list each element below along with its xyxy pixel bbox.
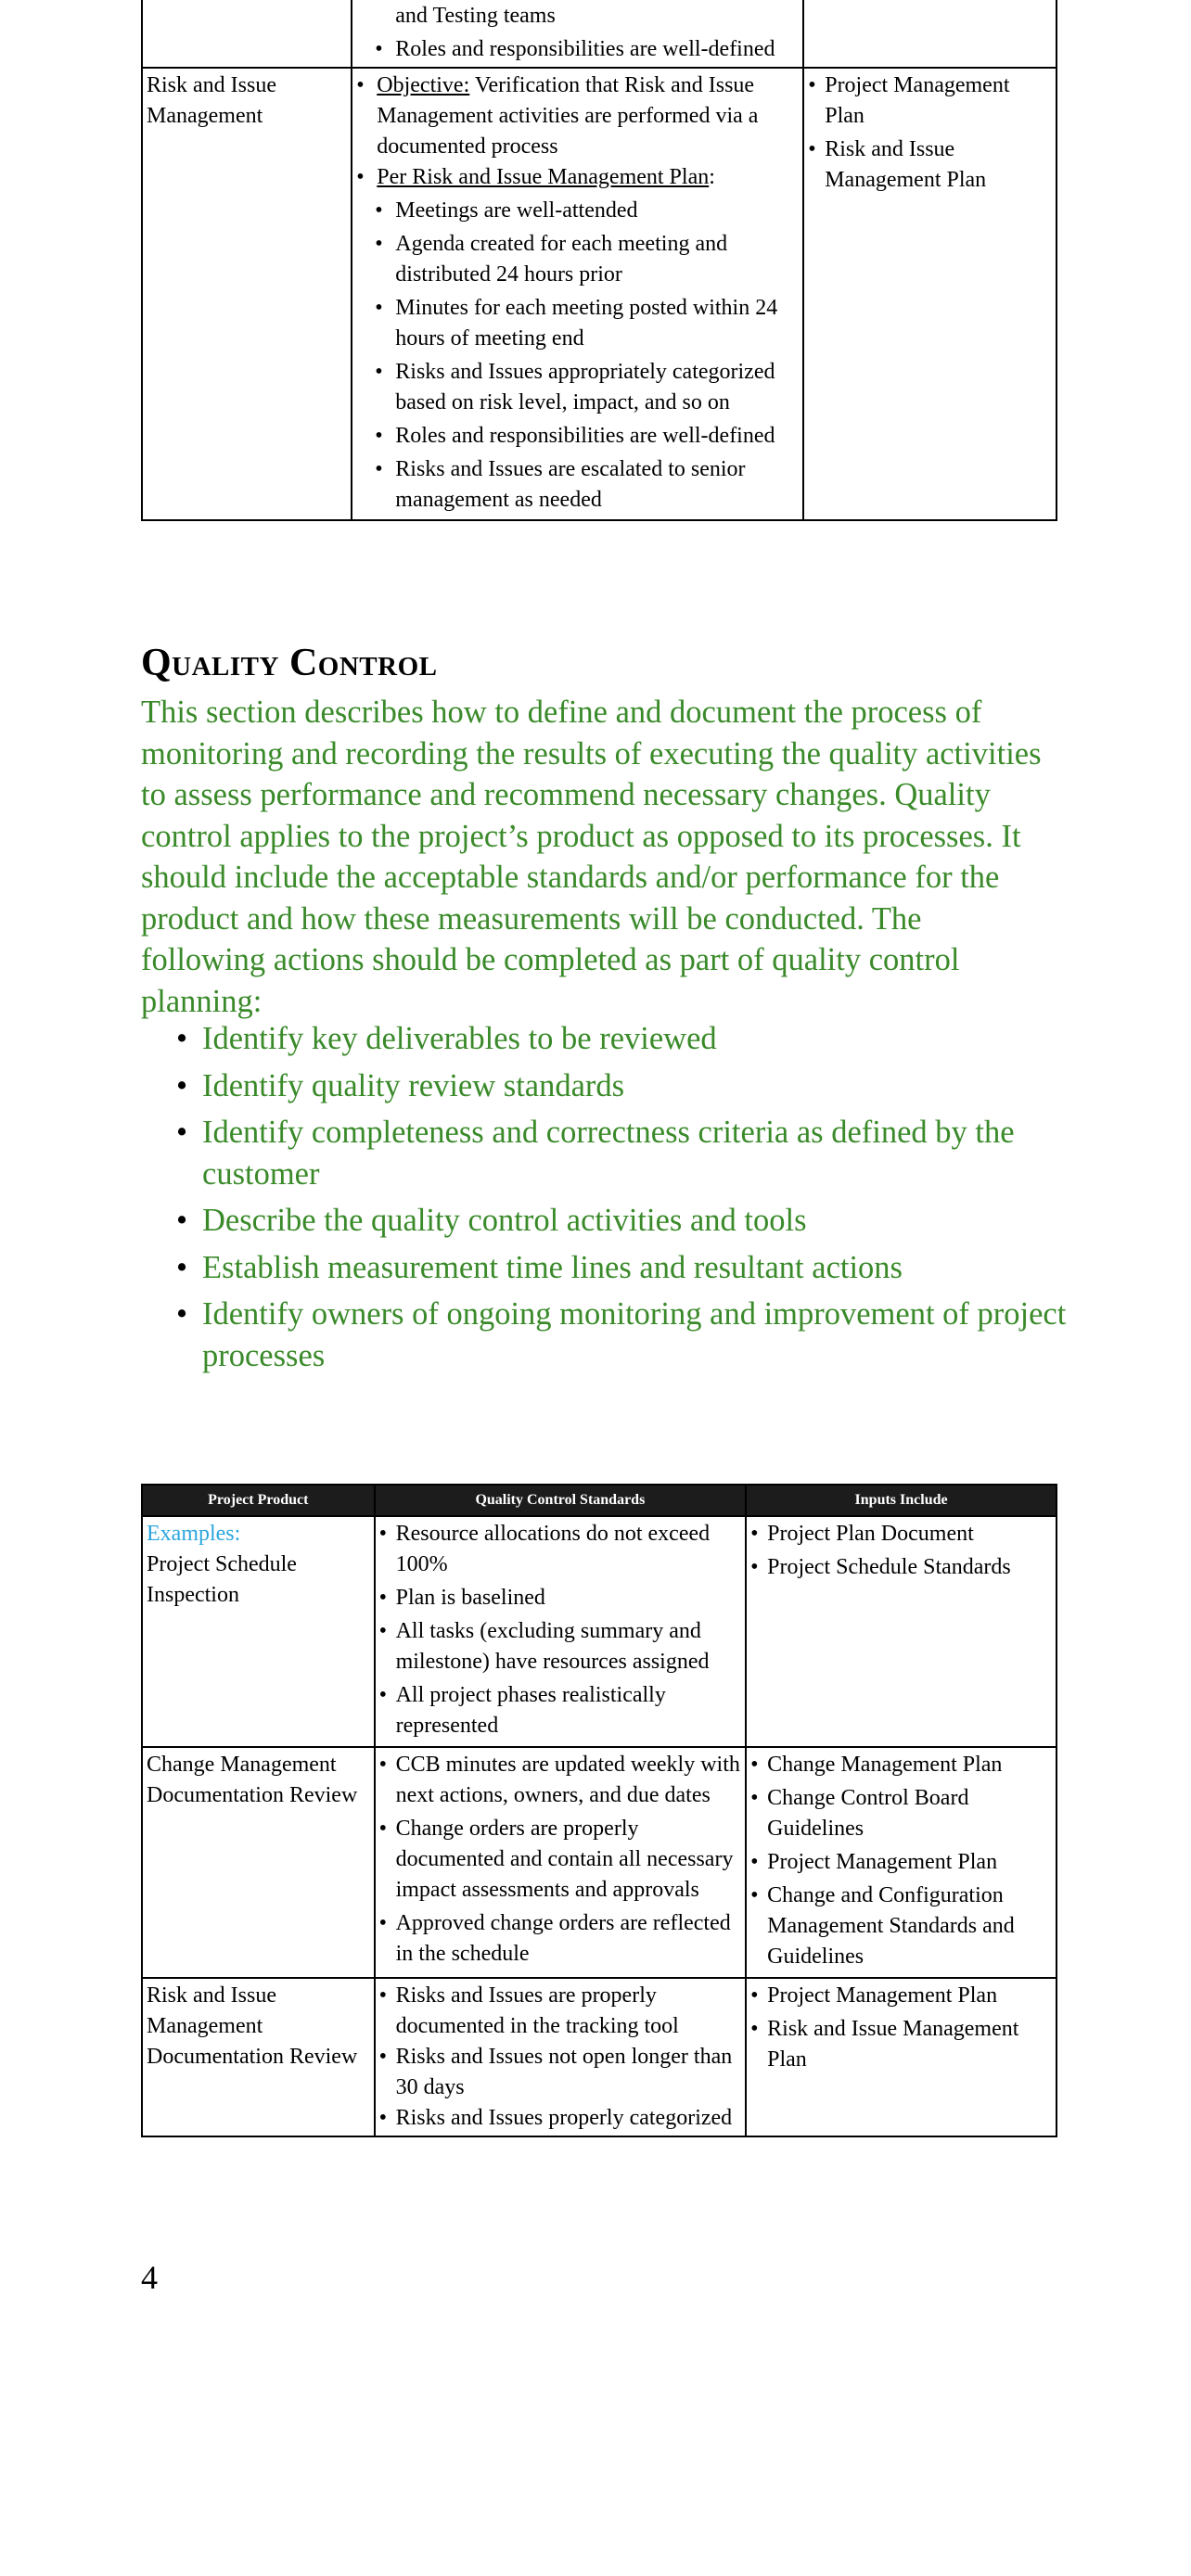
- standard-text: Risks and Issues are properly documented in the tracking tool: [395, 1983, 679, 2038]
- per-plan-colon: :: [709, 165, 715, 189]
- standard-item: [379, 2042, 742, 2103]
- per-plan-item: [356, 162, 799, 193]
- action-text: Identify owners of ongoing monitoring and improvement of project processes: [202, 1296, 1067, 1373]
- criteria-item: [375, 293, 799, 354]
- objective-item: [356, 70, 799, 162]
- standard-item: [379, 1908, 742, 1970]
- input-text: Change and Configuration Management Standards and Guidelines: [767, 1883, 1015, 1969]
- action-item: [176, 1247, 1067, 1289]
- standard-item: [379, 1616, 742, 1677]
- criteria-text: Risks and Issues appropriately categorized based on risk level, impact, and so on: [395, 360, 775, 414]
- action-item: [176, 1112, 1067, 1194]
- criteria-text: Minutes for each meeting posted within 24 hours of meeting end: [395, 296, 778, 351]
- input-item: [750, 1981, 1052, 2011]
- table-row: [142, 1978, 1057, 2136]
- table-row: [142, 1516, 1057, 1747]
- standard-text: Change orders are properly documented and contain all necessary impact assessments and approvals: [395, 1817, 734, 1902]
- product-cell: [142, 1978, 375, 2136]
- input-text: Risk and Issue Management Plan: [825, 137, 987, 192]
- criteria-text: Meetings are well-attended: [395, 198, 638, 223]
- standard-text: Resource allocations do not exceed 100%: [395, 1522, 711, 1576]
- action-text: Identify key deliverables to be reviewed: [202, 1021, 717, 1056]
- page-number: 4: [141, 2259, 158, 2296]
- inputs-cell: [803, 68, 1057, 520]
- action-item: [176, 1200, 1067, 1242]
- list-item: [395, 1, 799, 32]
- action-text: Describe the quality control activities and tools: [202, 1203, 807, 1238]
- standard-item: [379, 1814, 742, 1906]
- standards-cell: [375, 1516, 747, 1747]
- criteria-text: Risks and Issues are escalated to senior management as needed: [395, 457, 746, 512]
- criteria-item: [375, 454, 799, 516]
- input-text: Project Plan Document: [767, 1522, 974, 1546]
- input-item: [750, 1750, 1052, 1780]
- action-item: [176, 1018, 1067, 1060]
- action-text: Identify quality review standards: [202, 1067, 625, 1103]
- standards-cell: [375, 1978, 747, 2136]
- input-text: Project Schedule Standards: [767, 1555, 1011, 1579]
- product-name: Risk and Issue Management Documentation Review: [147, 1983, 358, 2069]
- table-header-row: [142, 1485, 1057, 1516]
- criteria-cell: [352, 68, 803, 520]
- table-cell: [803, 0, 1057, 68]
- input-item: [808, 134, 1052, 196]
- input-text: Change Management Plan: [767, 1753, 1003, 1777]
- action-item: [176, 1065, 1067, 1107]
- criteria-text: Roles and responsibilities are well-defined: [395, 424, 775, 448]
- standard-item: [379, 2103, 742, 2134]
- input-item: [750, 1552, 1052, 1583]
- product-cell: [142, 1516, 375, 1747]
- table-cell: [352, 0, 803, 68]
- standard-text: All tasks (excluding summary and milestone) have resources assigned: [395, 1619, 710, 1674]
- input-item: [750, 1847, 1052, 1878]
- action-text: Establish measurement time lines and resultant actions: [202, 1249, 903, 1285]
- product-name: Project Schedule Inspection: [147, 1552, 297, 1607]
- objective-text: Verification that Risk and Issue Management activities are performed via a documented process: [377, 73, 759, 159]
- criteria-item: [375, 229, 799, 290]
- criteria-text: Agenda created for each meeting and distributed 24 hours prior: [395, 232, 728, 287]
- standard-item: [379, 1519, 742, 1580]
- criteria-item: [375, 196, 799, 226]
- standard-text: CCB minutes are updated weekly with next actions, owners, and due dates: [395, 1753, 740, 1807]
- table-row: [142, 0, 1057, 68]
- product-cell: [142, 1747, 375, 1978]
- input-text: Project Management Plan: [767, 1983, 998, 2008]
- section-intro: This section describes how to define and document the process of monitoring and recording the results of executing the quality activities to assess performance and recommend necessary changes. Quality control applies to the project’s product as opposed to its processes. It should include the acceptable standards and/or performance for the product and how these measurements will be conducted. The following actions should be completed as part of quality control planning:: [141, 695, 1042, 1019]
- standard-text: Risks and Issues not open longer than 30 days: [395, 2045, 733, 2099]
- input-item: [750, 1783, 1052, 1844]
- standard-item: [379, 1680, 742, 1741]
- section-heading: Quality Control: [141, 642, 438, 684]
- input-text: Project Management Plan: [825, 73, 1010, 128]
- criteria-item: [375, 357, 799, 418]
- standards-cell: [375, 1747, 747, 1978]
- standard-text: Plan is baselined: [395, 1586, 545, 1610]
- standard-text: Approved change orders are reflected in the schedule: [395, 1911, 731, 1966]
- table-row: [142, 68, 1057, 520]
- standard-item: [379, 1981, 742, 2042]
- inputs-cell: [746, 1747, 1057, 1978]
- list-item-text: Roles and responsibilities are well-defined: [395, 37, 775, 61]
- input-text: Change Control Board Guidelines: [767, 1786, 969, 1841]
- standard-text: All project phases realistically represented: [395, 1683, 666, 1738]
- action-text: Identify completeness and correctness criteria as defined by the customer: [202, 1115, 1015, 1192]
- inputs-cell: [746, 1516, 1057, 1747]
- audit-criteria-table: [141, 0, 1057, 521]
- quality-control-table: [141, 1484, 1057, 2137]
- inputs-cell: [746, 1978, 1057, 2136]
- list-item: [375, 34, 799, 65]
- table-cell: [142, 0, 352, 68]
- criteria-item: [375, 421, 799, 452]
- standard-item: [379, 1583, 742, 1613]
- input-item: [750, 1519, 1052, 1549]
- standard-item: [379, 1750, 742, 1811]
- action-list: [176, 1018, 1067, 1382]
- standard-text: Risks and Issues properly categorized: [395, 2106, 733, 2130]
- column-header-standards: Quality Control Standards: [375, 1485, 747, 1516]
- table-row: [142, 1747, 1057, 1978]
- list-item-text: and Testing teams: [395, 4, 556, 28]
- column-header-inputs: Inputs Include: [746, 1485, 1057, 1516]
- product-name: Change Management Documentation Review: [147, 1753, 358, 1807]
- per-plan-label: Per Risk and Issue Management Plan: [377, 165, 710, 189]
- objective-label: Objective:: [377, 73, 470, 97]
- row-label: Risk and Issue Management: [142, 68, 352, 520]
- action-item: [176, 1294, 1067, 1376]
- input-item: [750, 2014, 1052, 2075]
- input-text: Project Management Plan: [767, 1850, 998, 1874]
- input-item: [750, 1881, 1052, 1972]
- input-text: Risk and Issue Management Plan: [767, 2017, 1019, 2072]
- examples-label: Examples:: [147, 1522, 241, 1546]
- column-header-product: Project Product: [142, 1485, 375, 1516]
- input-item: [808, 70, 1052, 132]
